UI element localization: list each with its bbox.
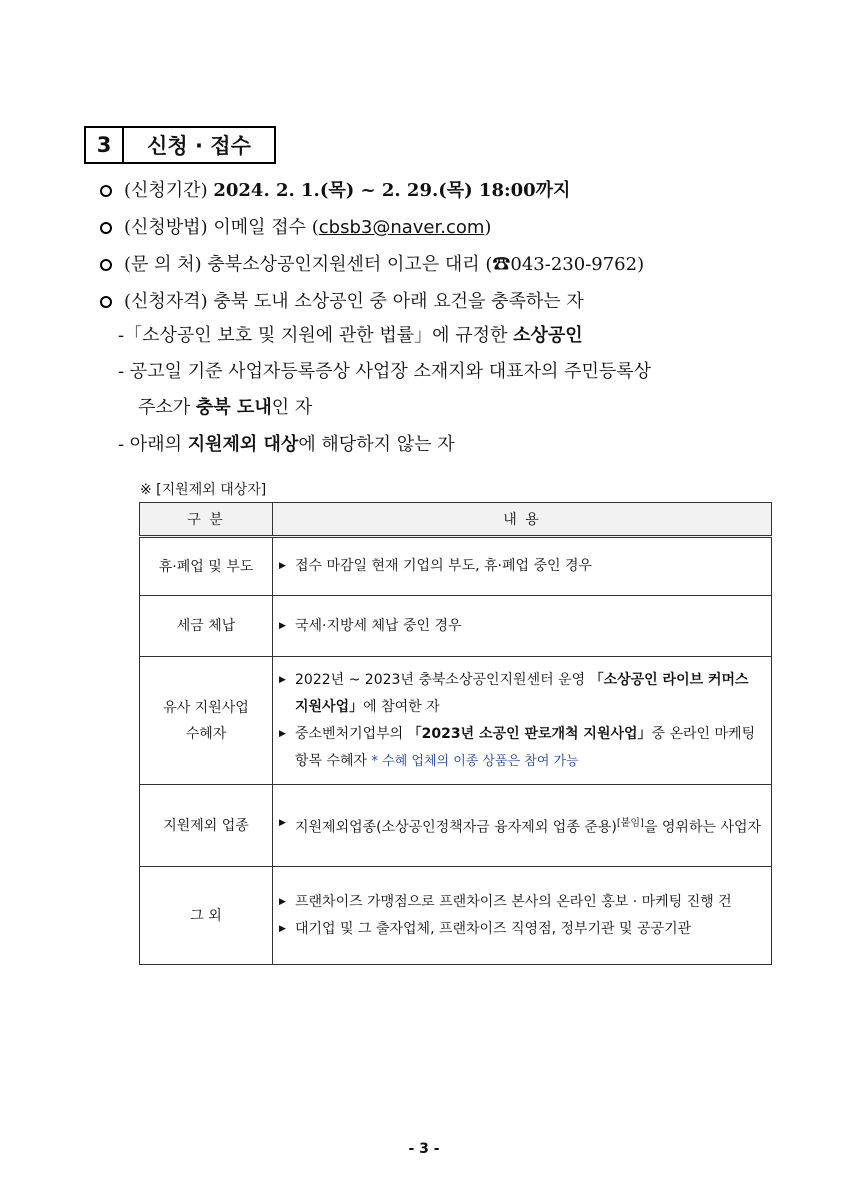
row-content: ▶ 2022년 ~ 2023년 충북소상공인지원센터 운영 「소상공인 라이브 커머스 지원사업」에 참여한 자 ▶ 중소벤처기업부의 「2023년 소공인 판로개척 지원사업」중 온라인 마케팅 항목 수혜자 * 수혜 업체의 이종 상품은 참여 가능 — [273, 657, 772, 785]
circle-bullet-icon — [100, 259, 112, 271]
sub-item-law: -「소상공인 보호 및 지원에 관한 법률」에 규정한 소상공인 — [118, 325, 583, 346]
row-category: 세금 체납 — [140, 596, 273, 657]
bullet-period: (신청기간) 2024. 2. 1.(목) ~ 2. 29.(목) 18:00까지 — [100, 179, 570, 203]
table-row — [140, 596, 772, 657]
row-content: ▶ 접수 마감일 현재 기업의 부도, 휴·폐업 중인 경우 — [273, 537, 772, 596]
triangle-bullet-icon: ▶ — [279, 674, 286, 685]
page-number: - 3 - — [408, 1141, 440, 1157]
triangle-bullet-icon: ▶ — [279, 620, 286, 631]
header-category: 구 분 — [140, 503, 273, 537]
triangle-bullet-icon: ▶ — [279, 728, 286, 739]
triangle-bullet-icon: ▶ — [279, 817, 286, 828]
header-content: 내 용 — [273, 503, 772, 537]
circle-bullet-icon — [100, 222, 112, 234]
circle-bullet-icon — [100, 185, 112, 197]
triangle-bullet-icon: ▶ — [279, 561, 286, 571]
sub-item-location: - 공고일 기준 사업자등록증상 사업장 소재지와 대표자의 주민등록상 — [118, 361, 651, 382]
bullet-contact: (문 의 처) 충북소상공인지원센터 이고은 대리 (☎043-230-9762) — [100, 253, 644, 277]
triangle-bullet-icon: ▶ — [279, 896, 286, 907]
section-title: 신청 · 접수 — [147, 134, 251, 158]
row-content: ▶ 지원제외업종(소상공인정책자금 융자제외 업종 준용)[붙임]을 영위하는 사업자 — [273, 785, 772, 867]
participation-note: * 수혜 업체의 이종 상품은 참여 가능 — [371, 753, 579, 769]
triangle-bullet-icon: ▶ — [279, 923, 286, 934]
row-content: ▶ 국세·지방세 체납 중인 경우 — [273, 596, 772, 657]
exclusion-table — [139, 502, 772, 965]
row-category: 지원제외 업종 — [140, 785, 273, 867]
row-category: 휴·폐업 및 부도 — [140, 537, 273, 596]
table-row — [140, 657, 772, 785]
table-row — [140, 867, 772, 965]
row-category: 그 외 — [140, 867, 273, 965]
bullet-qualification: (신청자격) 충북 도내 소상공인 중 아래 요건을 충족하는 자 — [100, 290, 584, 314]
bullet-method: (신청방법) 이메일 접수 (cbsb3@naver.com) — [100, 216, 491, 240]
table-caption: ※ [지원제외 대상자] — [140, 482, 267, 498]
table-row — [140, 785, 772, 867]
table-row — [140, 537, 772, 596]
row-category: 유사 지원사업 수혜자 — [140, 657, 273, 785]
circle-bullet-icon — [100, 296, 112, 308]
section-number: 3 — [86, 128, 124, 162]
period-value: 2024. 2. 1.(목) ~ 2. 29.(목) 18:00까지 — [213, 180, 571, 201]
email-link[interactable]: cbsb3@naver.com — [318, 217, 485, 238]
row-content: ▶ 프랜차이즈 가맹점으로 프랜차이즈 본사의 온라인 홍보 · 마케팅 진행 건 ▶ 대기업 및 그 출자업체, 프랜차이즈 직영점, 정부기관 및 공공기관 — [273, 867, 772, 965]
section-heading — [84, 126, 276, 164]
table-header-row — [140, 503, 772, 537]
sub-item-location-cont: 주소가 충북 도내인 자 — [138, 397, 313, 418]
sub-item-exclusion: - 아래의 지원제외 대상에 해당하지 않는 자 — [118, 434, 455, 455]
